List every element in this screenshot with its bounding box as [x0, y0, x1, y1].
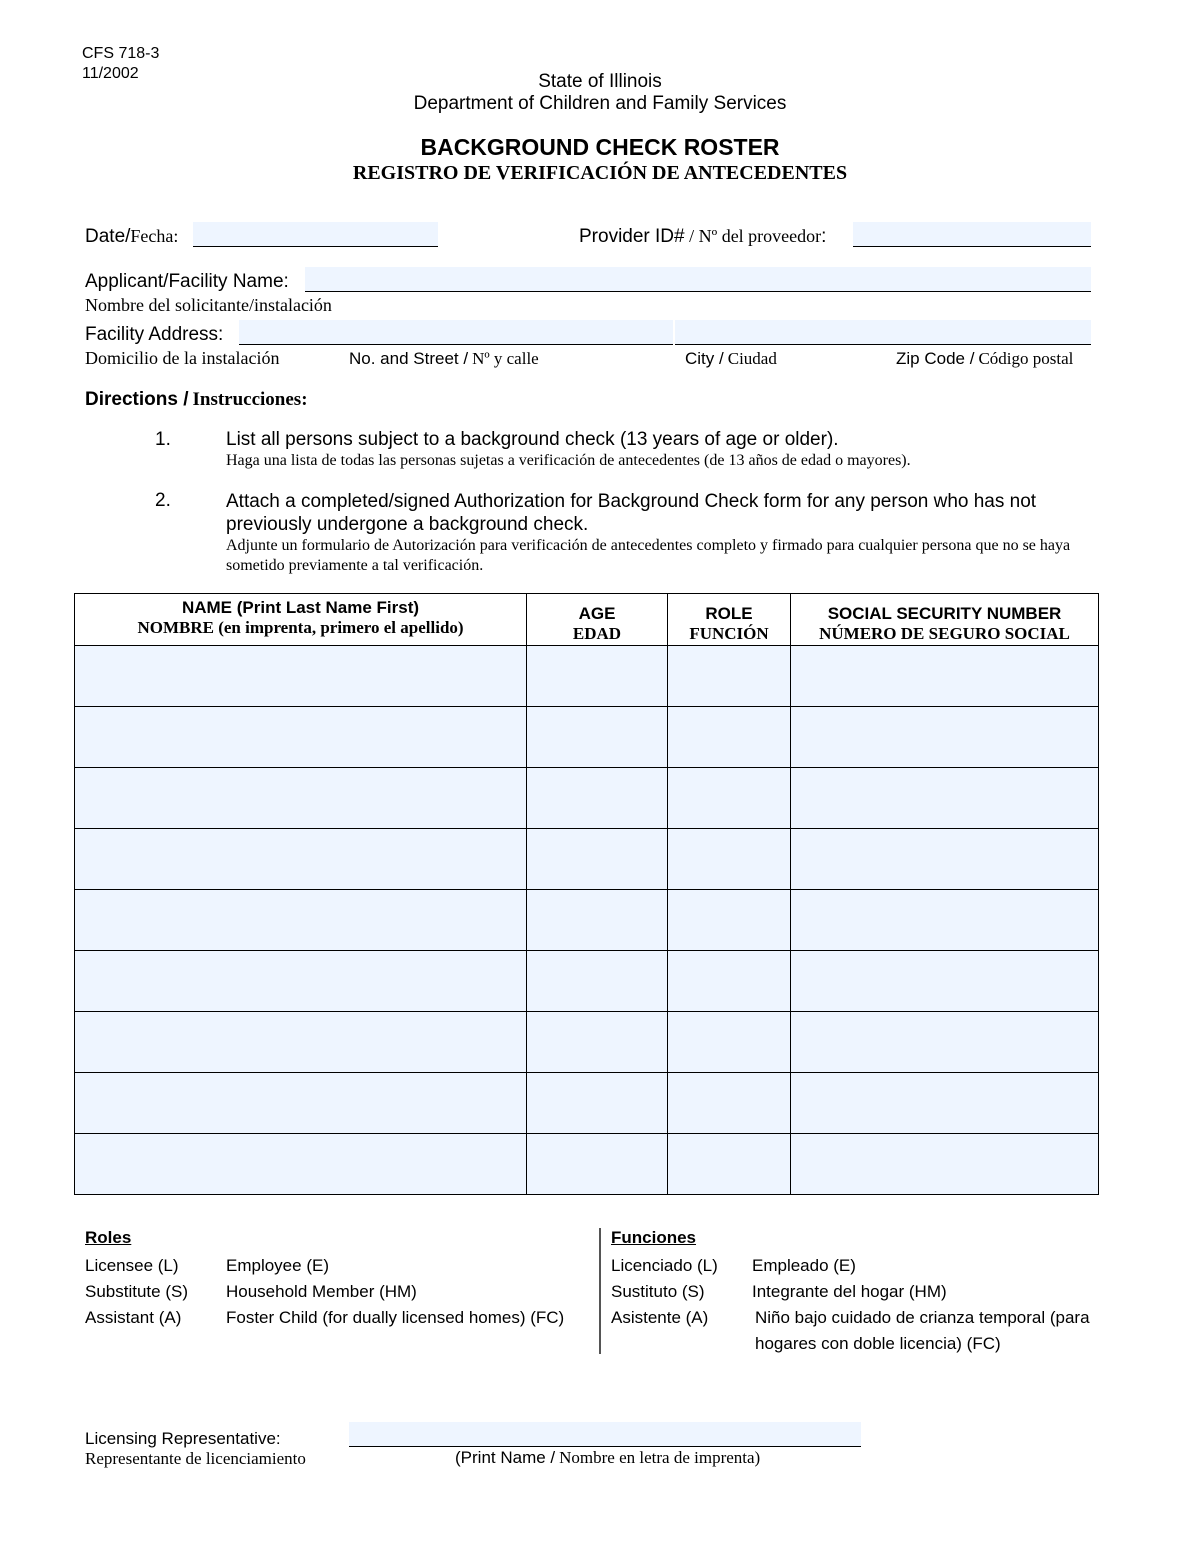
- role-cell[interactable]: [668, 1012, 791, 1073]
- name-cell[interactable]: [75, 890, 527, 951]
- role-cell[interactable]: [668, 707, 791, 768]
- age-cell[interactable]: [527, 829, 668, 890]
- page-title-spanish: REGISTRO DE VERIFICACIÓN DE ANTECEDENTES: [352, 162, 848, 184]
- applicant-name-field[interactable]: [305, 267, 1091, 292]
- funciones-heading: Funciones: [611, 1228, 697, 1247]
- provider-id-label: Provider ID# / Nº del proveedor:: [579, 226, 827, 247]
- age-cell[interactable]: [527, 890, 668, 951]
- direction-item-1: List all persons subject to a background check (13 years of age or older). Haga una lista de todas las personas sujetas a verificación de antecedentes (de 13 años de edad o mayores).: [226, 429, 911, 469]
- roles-divider: [599, 1228, 601, 1354]
- role-code: Household Member (HM): [226, 1282, 417, 1301]
- funciones-legend-left: [611, 1253, 718, 1331]
- role-code: Asistente (A): [611, 1308, 709, 1327]
- role-code: Licenciado (L): [611, 1256, 718, 1275]
- col-header-ssn: SOCIAL SECURITY NUMBER NÚMERO DE SEGURO SOCIAL: [791, 594, 1099, 646]
- state-name: State of Illinois: [538, 71, 662, 92]
- role-code: Empleado (E): [752, 1256, 856, 1275]
- role-cell[interactable]: [668, 890, 791, 951]
- zip-caption: Zip Code / Código postal: [896, 349, 1074, 368]
- licensing-rep-label: Licensing Representative:: [85, 1429, 281, 1448]
- direction-number-1: 1.: [155, 429, 171, 450]
- role-code: Integrante del hogar (HM): [752, 1282, 947, 1301]
- table-header-row: [75, 594, 1099, 646]
- provider-id-field[interactable]: [853, 222, 1091, 247]
- age-cell[interactable]: [527, 768, 668, 829]
- table-row: [75, 829, 1099, 890]
- form-date: 11/2002: [82, 65, 139, 82]
- role-cell[interactable]: [668, 1134, 791, 1195]
- form-code-block: [82, 44, 159, 84]
- age-cell[interactable]: [527, 1073, 668, 1134]
- licensing-rep-field[interactable]: [349, 1422, 861, 1447]
- name-cell[interactable]: [75, 1134, 527, 1195]
- name-cell[interactable]: [75, 646, 527, 707]
- col-header-name: NAME (Print Last Name First) NOMBRE (en imprenta, primero el apellido): [75, 594, 527, 646]
- role-code: Employee (E): [226, 1256, 329, 1275]
- role-code: Niño bajo cuidado de crianza temporal (para hogares con doble licencia) (FC): [755, 1308, 1090, 1353]
- city-zip-field[interactable]: [675, 320, 1091, 345]
- role-code: Licensee (L): [85, 1256, 179, 1275]
- licensing-rep-label-spanish: Representante de licenciamiento: [85, 1449, 306, 1468]
- direction-item-2: Attach a completed/signed Authorization for Background Check form for any person who has not previously undergone a background check. Adjunte un formulario de Autorización para verificación de antecedentes completo y firmado para cualquier persona que no se haya sometido previamente a tal verificación.: [226, 491, 1071, 574]
- name-cell[interactable]: [75, 951, 527, 1012]
- role-cell[interactable]: [668, 1073, 791, 1134]
- role-code: Substitute (S): [85, 1282, 188, 1301]
- role-code: Sustituto (S): [611, 1282, 705, 1301]
- roster-table: [74, 593, 1099, 1195]
- applicant-name-label: Applicant/Facility Name:: [85, 271, 289, 292]
- name-cell[interactable]: [75, 768, 527, 829]
- direction-number-2: 2.: [155, 490, 171, 511]
- funciones-legend-right: [752, 1253, 1112, 1357]
- age-cell[interactable]: [527, 646, 668, 707]
- facility-address-label-spanish: Domicilio de la instalación: [85, 348, 280, 368]
- col-header-age: AGE EDAD: [527, 594, 668, 646]
- ssn-cell[interactable]: [791, 890, 1099, 951]
- role-code: Assistant (A): [85, 1308, 182, 1327]
- table-row: [75, 1134, 1099, 1195]
- col-header-role: ROLE FUNCIÓN: [668, 594, 791, 646]
- form-code: CFS 718-3: [82, 45, 160, 62]
- role-cell[interactable]: [668, 829, 791, 890]
- street-caption: No. and Street / Nº y calle: [349, 349, 539, 368]
- table-row: [75, 707, 1099, 768]
- date-field[interactable]: [193, 222, 438, 247]
- table-row: [75, 1012, 1099, 1073]
- name-cell[interactable]: [75, 707, 527, 768]
- print-name-caption: (Print Name / Nombre en letra de imprenta): [455, 1448, 761, 1467]
- role-cell[interactable]: [668, 951, 791, 1012]
- role-cell[interactable]: [668, 646, 791, 707]
- name-cell[interactable]: [75, 1073, 527, 1134]
- name-cell[interactable]: [75, 829, 527, 890]
- ssn-cell[interactable]: [791, 646, 1099, 707]
- ssn-cell[interactable]: [791, 1012, 1099, 1073]
- ssn-cell[interactable]: [791, 1134, 1099, 1195]
- roles-legend-left: [85, 1253, 188, 1331]
- table-row: [75, 951, 1099, 1012]
- ssn-cell[interactable]: [791, 707, 1099, 768]
- ssn-cell[interactable]: [791, 951, 1099, 1012]
- agency-block: [300, 71, 900, 115]
- role-cell[interactable]: [668, 768, 791, 829]
- age-cell[interactable]: [527, 951, 668, 1012]
- table-row: [75, 768, 1099, 829]
- department-name: Department of Children and Family Services: [413, 93, 787, 114]
- roles-heading: Roles: [85, 1228, 132, 1247]
- age-cell[interactable]: [527, 1012, 668, 1073]
- table-row: [75, 646, 1099, 707]
- age-cell[interactable]: [527, 1134, 668, 1195]
- page-title: BACKGROUND CHECK ROSTER: [420, 134, 780, 160]
- role-code: Foster Child (for dually licensed homes) (FC): [226, 1308, 565, 1327]
- ssn-cell[interactable]: [791, 1073, 1099, 1134]
- age-cell[interactable]: [527, 707, 668, 768]
- applicant-name-label-spanish: Nombre del solicitante/instalación: [85, 295, 332, 315]
- city-caption: City / Ciudad: [685, 349, 777, 368]
- ssn-cell[interactable]: [791, 829, 1099, 890]
- ssn-cell[interactable]: [791, 768, 1099, 829]
- roles-legend-right: [226, 1253, 564, 1331]
- date-label: Date/Fecha:: [85, 226, 179, 247]
- street-field[interactable]: [239, 320, 673, 345]
- facility-address-label: Facility Address:: [85, 324, 224, 345]
- directions-heading: Directions / Instrucciones:: [85, 389, 308, 410]
- table-row: [75, 1073, 1099, 1134]
- table-row: [75, 890, 1099, 951]
- name-cell[interactable]: [75, 1012, 527, 1073]
